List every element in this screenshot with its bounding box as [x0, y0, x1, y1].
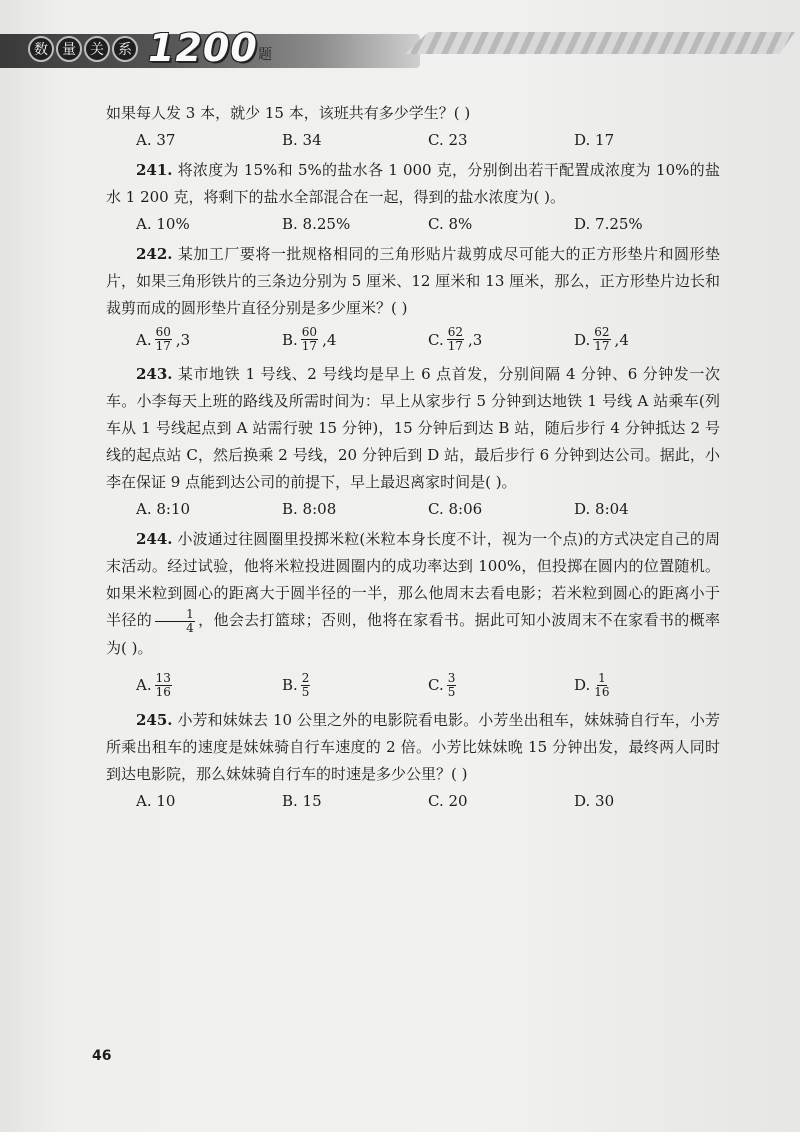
option-label: D. [574, 676, 591, 694]
question-242-options [106, 326, 720, 353]
numerator: 1 [598, 670, 606, 685]
option-d [544, 326, 690, 353]
header-char: 量 [56, 36, 82, 62]
fraction [155, 672, 172, 699]
fraction [593, 326, 610, 353]
numerator: 62 [447, 325, 463, 339]
header-suffix: 题 [258, 47, 272, 63]
question-text: 将浓度为 15%和 5%的盐水各 1 000 克，分别倒出若干配置成浓度为 10%的盐水 1 200 克，将剩下的盐水全部混合在一起，得到的盐水浓度为( )。 [106, 161, 720, 206]
question-243-options [106, 496, 720, 522]
denominator: 17 [594, 339, 610, 353]
numerator: 2 [301, 670, 310, 685]
option-d: D. 8:04 [574, 500, 629, 518]
option-label: A. [136, 676, 152, 694]
numerator: 62 [594, 325, 610, 339]
option-tail: ,4 [322, 330, 337, 349]
question-number: 241. [136, 161, 173, 179]
option-b: B. 34 [282, 131, 322, 149]
denominator: 17 [155, 339, 171, 353]
question-text: 某市地铁 1 号线、2 号线均是早上 6 点首发，分别间隔 4 分钟、6 分钟发一次车。小李每天上班的路线及所需时间为：早上从家步行 5 分钟到达地铁 1 号线 A 站乘车(列车从 1 号线起点到 A 站需行驶 15 分钟)，15 分钟后到达 B 站，随后步行 4 分钟抵达 2 号线的起点站 C，然后换乘 2 号线，20 分钟后到 D 站，最后步行 6 分钟到达公司。据此，小李在保证 9 点能到达公司的前提下，早上最迟离家时间是( )。 [106, 365, 720, 491]
question-244 [106, 526, 720, 662]
option-a: A. 10% [136, 215, 190, 233]
denominator: 17 [301, 339, 318, 353]
fraction [155, 326, 172, 353]
question-243 [106, 361, 720, 496]
option-d: D. 30 [574, 791, 615, 810]
option-a: A. 37 [136, 131, 176, 149]
option-label: A. [136, 330, 152, 349]
option-label: C. [428, 676, 444, 694]
option-c: C. 20 [428, 791, 468, 810]
numerator: 13 [155, 670, 171, 685]
numerator: 3 [447, 670, 456, 685]
question-242 [106, 241, 720, 322]
option-c: C. 8% [428, 215, 473, 233]
header-number: 1200 [148, 26, 258, 70]
question-text-before: 小波通过往圆圈里投掷米粒(米粒本身长度不计，视为一个点)的方式决定自己的周末活动。经过试验，他将米粒投进圆圈内的成功率达到 100%，但投掷在圆内的位置随机。如果米粒到圆心的距离大于圆半径的一半，那么他周末去看电影；若米粒到圆心的距离小于半径的 [106, 530, 720, 629]
question-240-options [106, 127, 720, 153]
fraction [593, 672, 610, 699]
fraction [447, 672, 457, 699]
page-number: 46 [92, 1048, 112, 1064]
option-c: C. 8:06 [428, 500, 483, 518]
option-d: D. 7.25% [574, 215, 643, 233]
header-title-chars [28, 36, 138, 62]
fraction [447, 326, 464, 353]
option-b: B. 8.25% [282, 215, 351, 233]
question-number: 243. [136, 365, 173, 383]
option-label: D. [574, 330, 591, 349]
question-241-options [106, 211, 720, 237]
fraction [301, 326, 318, 353]
option-d [544, 672, 690, 699]
fraction [155, 608, 195, 635]
denominator: 5 [447, 684, 456, 699]
numerator: 60 [155, 325, 171, 339]
denominator: 16 [594, 684, 610, 699]
numerator: 1 [155, 608, 195, 622]
denominator: 17 [447, 339, 463, 353]
option-a [106, 672, 252, 699]
question-number: 244. [136, 530, 173, 548]
option-c [398, 326, 544, 353]
question-240-tail: 如果每人发 3 本，就少 15 本，该班共有多少学生？( ) [106, 104, 471, 122]
option-d: D. 17 [574, 131, 615, 149]
question-text: 小芳和妹妹去 10 公里之外的电影院看电影。小芳坐出租车，妹妹骑自行车，小芳所乘出租车的速度是妹妹骑自行车速度的 2 倍。小芳比妹妹晚 15 分钟出发，最终两人同时到达电影院，那么妹妹骑自行车的时速是多少公里？( ) [106, 710, 720, 783]
header-char: 数 [28, 36, 54, 62]
option-label: B. [282, 330, 298, 349]
denominator: 5 [301, 684, 310, 699]
header-char: 系 [112, 36, 138, 62]
question-number: 245. [136, 710, 173, 729]
option-tail: ,4 [614, 330, 629, 349]
header-stripe [405, 32, 795, 54]
option-c: C. 23 [428, 131, 468, 149]
option-tail: ,3 [175, 330, 191, 349]
header-char: 关 [84, 36, 110, 62]
option-a: A. 8:10 [136, 500, 191, 518]
option-b [252, 326, 398, 353]
option-c [398, 672, 544, 699]
question-241 [106, 157, 720, 211]
option-label: C. [428, 330, 444, 349]
option-tail: ,3 [468, 330, 483, 349]
question-text-after: ，他会去打篮球；否则，他将在家看书。据此可知小波周末不在家看书的概率为( )。 [106, 611, 720, 657]
question-number: 242. [136, 245, 173, 263]
option-b: B. 8:08 [282, 500, 337, 518]
page-content [106, 100, 720, 818]
page-header [0, 24, 800, 72]
numerator: 60 [301, 325, 318, 339]
denominator: 16 [155, 684, 171, 699]
question-244-options [106, 672, 720, 699]
fraction [301, 672, 311, 699]
question-text: 某加工厂要将一批规格相同的三角形贴片裁剪成尽可能大的正方形垫片和圆形垫片，如果三角形铁片的三条边分别为 5 厘米、12 厘米和 13 厘米，那么，正方形垫片边长和裁剪而成的圆形垫片直径分别是多少厘米？( ) [106, 245, 720, 317]
option-label: B. [282, 676, 298, 694]
option-b [252, 672, 398, 699]
question-245 [106, 707, 720, 788]
option-a: A. 10 [136, 791, 176, 810]
option-a [106, 326, 252, 353]
option-b: B. 15 [282, 791, 322, 810]
denominator: 4 [186, 620, 194, 635]
question-245-options [106, 788, 720, 814]
